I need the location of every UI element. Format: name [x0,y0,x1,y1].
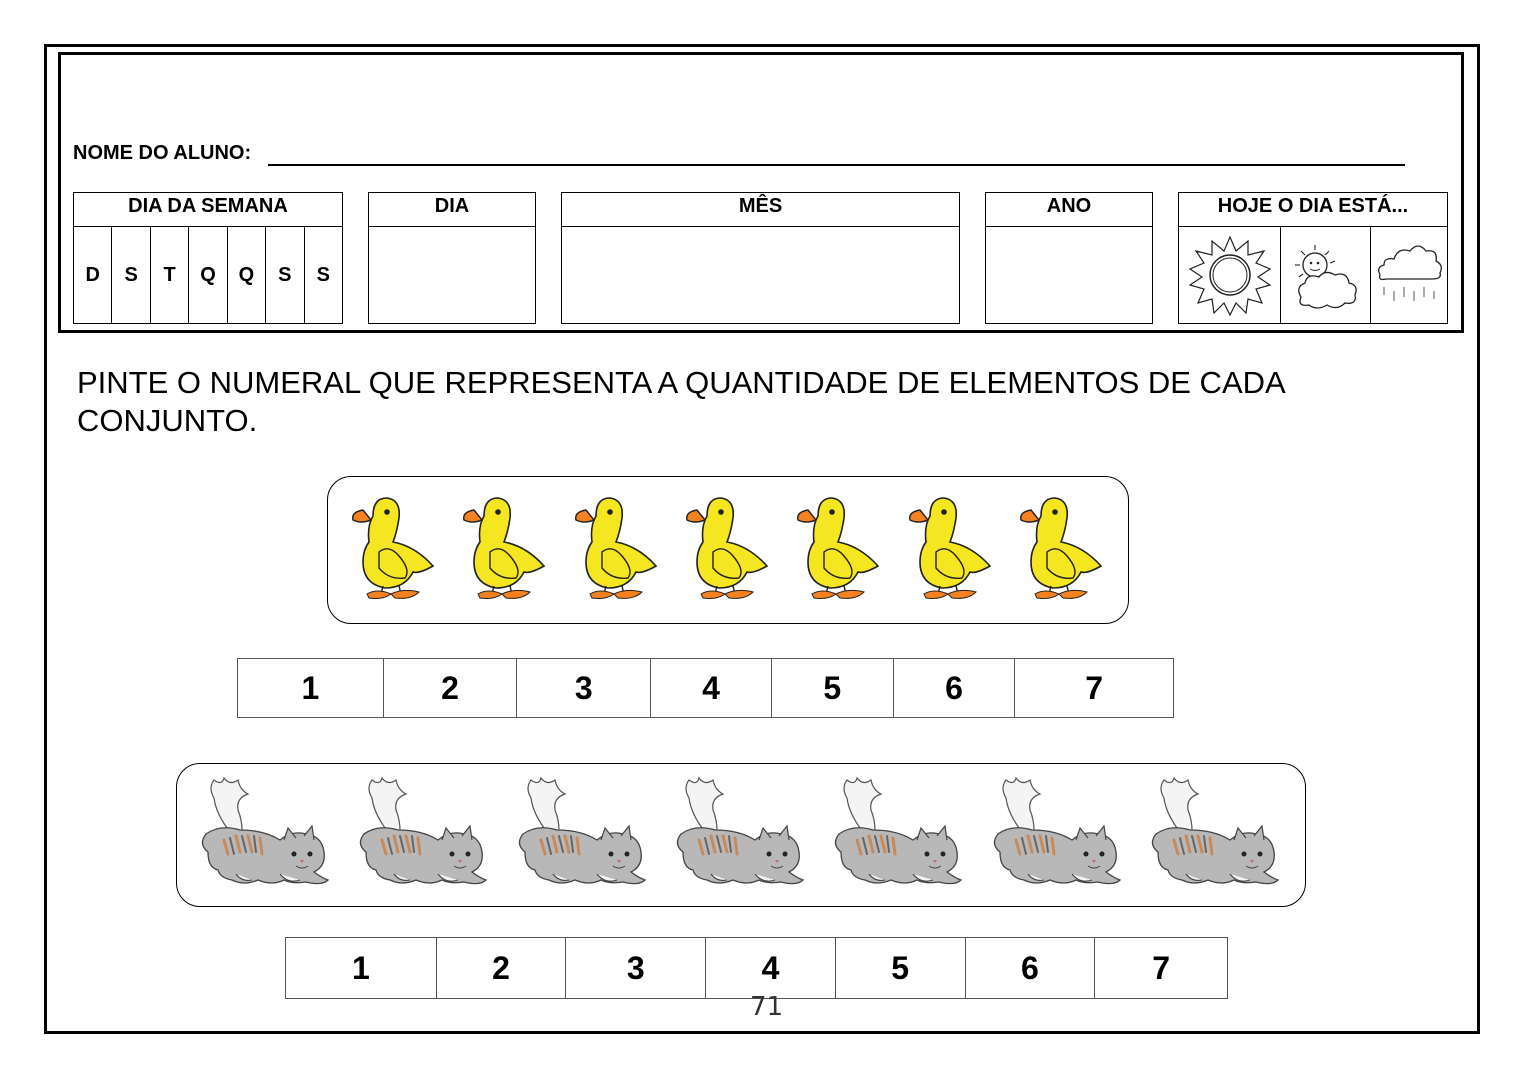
number-option-6[interactable]: 6 [966,938,1096,998]
weather-title: HOJE O DIA ESTÁ... [1179,193,1447,227]
number-option-7[interactable]: 7 [1085,669,1104,706]
number-option-1[interactable]: 1 [286,938,437,998]
duck-icon [349,490,439,610]
duck-icon [460,490,550,610]
month-title: MÊS [562,193,959,227]
day-title: DIA [369,193,535,227]
cat-icon [671,774,811,897]
cat-icon [196,774,336,897]
cat-set [176,763,1306,907]
duck-icon [906,490,996,610]
number-option-6[interactable]: 6 [894,659,1016,717]
month-box[interactable] [561,192,960,324]
cat-number-options [285,937,1228,999]
number-option-5[interactable]: 5 [836,938,966,998]
number-option-1[interactable]: 1 [238,659,384,717]
duck-icon [683,490,773,610]
weather-option-partly-cloudy[interactable] [1281,227,1370,323]
weather-option-sunny[interactable] [1179,227,1281,323]
cat-icon [988,774,1128,897]
rain-cloud-icon [1374,235,1444,315]
duck-icon [572,490,662,610]
weekday-option[interactable]: S [112,227,150,323]
student-name-label: NOME DO ALUNO: [73,142,252,164]
number-option-4[interactable]: 4 [706,938,836,998]
duck-set [327,476,1129,624]
weekday-box [73,192,343,324]
year-title: ANO [986,193,1152,227]
sun-cloud-icon [1287,235,1363,315]
day-box[interactable] [368,192,536,324]
cat-icon [829,774,969,897]
number-option-7[interactable]: 7 [1152,949,1171,986]
number-option-2[interactable]: 2 [437,938,567,998]
number-option-2[interactable]: 2 [384,659,518,717]
weekday-option[interactable]: S [316,263,330,286]
number-option-3[interactable]: 3 [517,659,651,717]
weekday-option[interactable]: D [74,227,112,323]
weekday-option[interactable]: Q [189,227,227,323]
student-name-field[interactable] [268,164,1405,166]
number-option-4[interactable]: 4 [651,659,772,717]
weekday-title: DIA DA SEMANA [74,193,342,227]
weekday-options [74,227,342,323]
number-option-5[interactable]: 5 [772,659,894,717]
duck-icon [794,490,884,610]
number-option-3[interactable]: 3 [566,938,706,998]
instruction-text: PINTE O NUMERAL QUE REPRESENTA A QUANTIDADE DE ELEMENTOS DE CADA CONJUNTO. [77,365,1284,438]
weather-option-rainy[interactable] [1371,227,1447,323]
weekday-option[interactable]: T [151,227,189,323]
weekday-option[interactable]: Q [228,227,266,323]
cat-icon [1146,774,1286,897]
cat-icon [513,774,653,897]
year-box[interactable] [985,192,1153,324]
duck-icon [1017,490,1107,610]
sun-icon [1186,233,1274,317]
page-number: 71 [750,992,784,1022]
weather-box [1178,192,1448,324]
weekday-option[interactable]: S [266,227,304,323]
cat-icon [354,774,494,897]
duck-number-options [237,658,1174,718]
